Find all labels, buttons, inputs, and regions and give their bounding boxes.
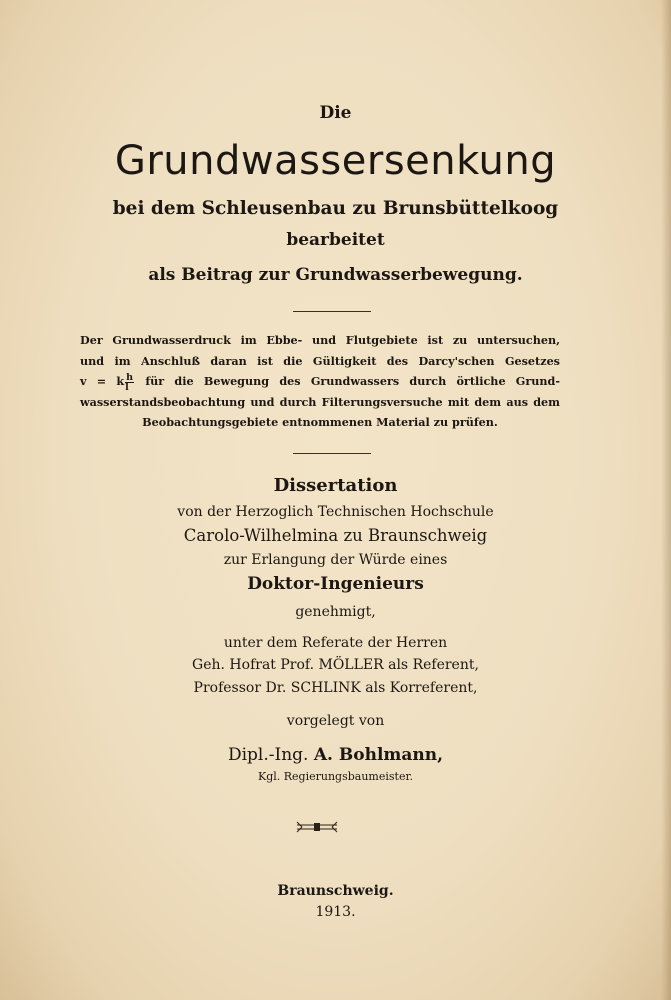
abstract-block bbox=[80, 330, 560, 433]
fraction-numerator: h bbox=[126, 371, 134, 383]
formula-fraction bbox=[125, 373, 134, 392]
degree-intro: zur Erlangung der Würde eines bbox=[223, 552, 448, 568]
formula-suffix: für die Bewegung des Grundwassers durch örtliche Grund- bbox=[145, 374, 560, 388]
subtitle-contribution: als Beitrag zur Grundwasserbewegung. bbox=[148, 265, 523, 285]
korreferent-line: Professor Dr. SCHLINK als Korreferent, bbox=[193, 680, 478, 696]
author-name: A. Bohlmann, bbox=[313, 745, 444, 765]
institution-line: von der Herzoglich Technischen Hochschule bbox=[177, 504, 494, 520]
fraction-denominator: l bbox=[125, 381, 129, 393]
formula-prefix: v = k bbox=[80, 374, 125, 388]
abstract-line-1: Der Grundwasserdruck im Ebbe- und Flutgebiete ist zu untersuchen, bbox=[80, 333, 560, 347]
presented-by: vorgelegt von bbox=[286, 713, 385, 729]
heading-die: Die bbox=[319, 103, 352, 123]
divider-bottom bbox=[293, 453, 371, 454]
abstract-line-4: wasserstandsbeobachtung und durch Filterungsversuche mit dem aus dem bbox=[80, 394, 560, 409]
referent-line: Geh. Hofrat Prof. MÖLLER als Referent, bbox=[192, 657, 479, 673]
degree-name: Doktor-Ingenieurs bbox=[247, 574, 424, 594]
dissertation-label: Dissertation bbox=[273, 475, 398, 496]
subtitle-bearbeitet: bearbeitet bbox=[286, 230, 385, 250]
referees-intro: unter dem Referate der Herren bbox=[223, 635, 448, 651]
author-line bbox=[0, 745, 671, 765]
imprint-year: 1913. bbox=[315, 904, 356, 920]
abstract-line-3 bbox=[80, 371, 560, 392]
ornament-icon bbox=[296, 820, 338, 834]
author-title: Kgl. Regierungsbaumeister. bbox=[257, 770, 413, 783]
author-prefix: Dipl.-Ing. bbox=[227, 745, 309, 765]
document-title: Grundwassersenkung bbox=[114, 138, 557, 184]
subtitle-location: bei dem Schleusenbau zu Brunsbüttelkoog bbox=[112, 198, 559, 219]
imprint-place: Braunschweig. bbox=[277, 883, 394, 899]
institution-name: Carolo-Wilhelmina zu Braunschweig bbox=[183, 526, 488, 545]
divider-top bbox=[293, 311, 371, 312]
abstract-line-5: Beobachtungsgebiete entnommenen Material zu prüfen. bbox=[142, 415, 498, 429]
approved-text: genehmigt, bbox=[295, 604, 376, 620]
abstract-line-2: und im Anschluß daran ist die Gültigkeit des Darcy'schen Gesetzes bbox=[80, 353, 560, 368]
